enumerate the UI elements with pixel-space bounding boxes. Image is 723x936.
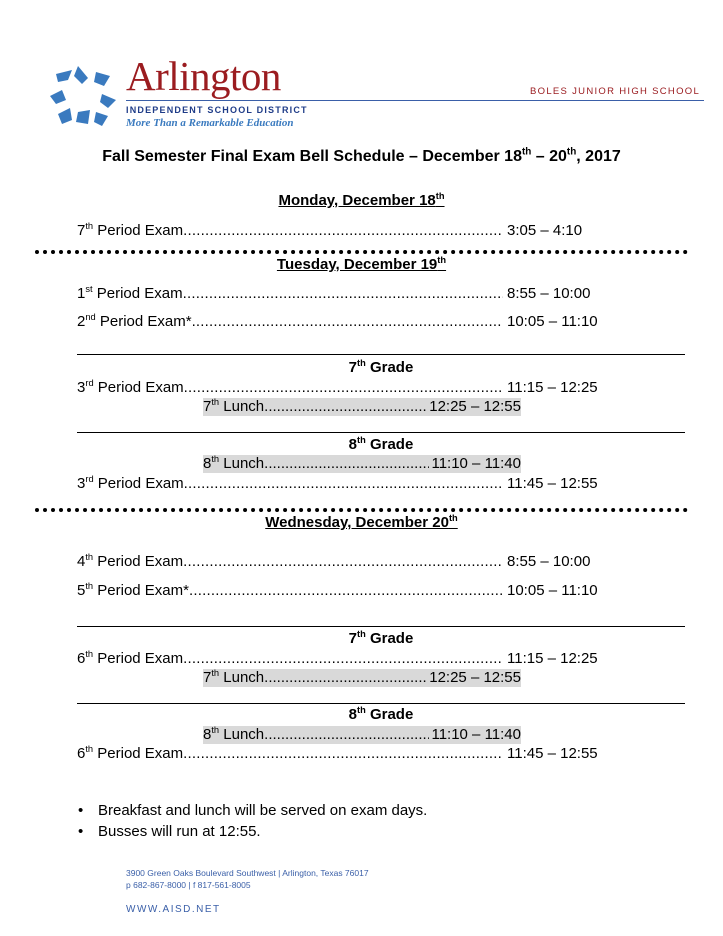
section-rule bbox=[77, 626, 685, 627]
schedule-row: 6th Period Exam ..... 11:45 – 12:55 bbox=[77, 745, 607, 763]
grade-heading: 7th Grade bbox=[348, 629, 414, 647]
notes-list bbox=[78, 800, 427, 842]
day-separator bbox=[35, 250, 688, 254]
lunch-row: 8th Lunch ..... 11:10 – 11:40 bbox=[203, 455, 521, 473]
list-item: • Busses will run at 12:55. bbox=[78, 823, 261, 840]
schedule-row: 3rd Period Exam ..... 11:15 – 12:25 bbox=[77, 379, 607, 397]
header-rule bbox=[126, 100, 704, 101]
schedule-row: 5th Period Exam* ..... 10:05 – 11:10 bbox=[77, 582, 607, 600]
schedule-row: 2nd Period Exam* ..... 10:05 – 11:10 bbox=[77, 313, 607, 331]
wednesday-heading: Wednesday, December 20th bbox=[265, 513, 458, 531]
footer-address: 3900 Green Oaks Boulevard Southwest | Arlington, Texas 76017 bbox=[126, 868, 369, 878]
footer-phone: p 682-867-8000 | f 817-561-8005 bbox=[126, 880, 251, 890]
district-tagline: More Than a Remarkable Education bbox=[126, 117, 294, 129]
document-title: Fall Semester Final Exam Bell Schedule – December 18th – 20th, 2017 bbox=[102, 146, 621, 165]
star-logo-icon bbox=[48, 62, 118, 128]
schedule-row: 7th Period Exam ..... 3:05 – 4:10 bbox=[77, 222, 607, 240]
lunch-row: 7th Lunch ..... 12:25 – 12:55 bbox=[203, 398, 521, 416]
day-separator bbox=[35, 508, 688, 512]
section-rule bbox=[77, 703, 685, 704]
grade-heading: 7th Grade bbox=[348, 358, 414, 376]
tuesday-heading: Tuesday, December 19th bbox=[276, 255, 447, 273]
district-logo-text: Arlington bbox=[126, 53, 281, 99]
schedule-row: 6th Period Exam ..... 11:15 – 12:25 bbox=[77, 650, 607, 668]
lunch-row: 7th Lunch ..... 12:25 – 12:55 bbox=[203, 669, 521, 687]
monday-heading: Monday, December 18th bbox=[278, 191, 445, 209]
lunch-row: 8th Lunch ..... 11:10 – 11:40 bbox=[203, 726, 521, 744]
section-rule bbox=[77, 354, 685, 355]
schedule-row: 4th Period Exam ..... 8:55 – 10:00 bbox=[77, 553, 607, 571]
section-rule bbox=[77, 432, 685, 433]
school-name: BOLES JUNIOR HIGH SCHOOL bbox=[530, 86, 701, 97]
schedule-row: 3rd Period Exam ..... 11:45 – 12:55 bbox=[77, 475, 607, 493]
schedule-row: 1st Period Exam ..... 8:55 – 10:00 bbox=[77, 285, 607, 303]
district-name: INDEPENDENT SCHOOL DISTRICT bbox=[126, 105, 308, 115]
list-item: • Breakfast and lunch will be served on exam days. bbox=[78, 802, 428, 819]
footer-website: WWW.AISD.NET bbox=[126, 904, 221, 915]
grade-heading: 8th Grade bbox=[348, 705, 414, 723]
grade-heading: 8th Grade bbox=[348, 435, 414, 453]
